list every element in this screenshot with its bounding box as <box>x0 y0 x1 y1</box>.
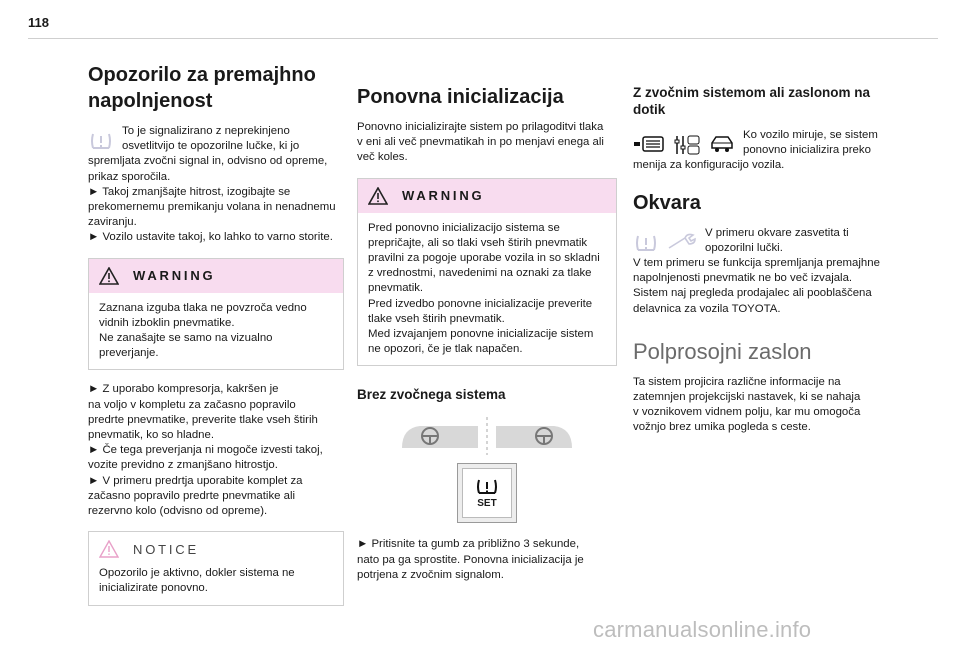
service-warning-icon <box>633 232 659 254</box>
column-1 <box>88 62 344 606</box>
section-title-reinit: Ponovna inicializacija <box>357 86 564 108</box>
steering-wheel-icon <box>400 420 480 452</box>
set-button-label: SET <box>477 498 497 510</box>
divider-dashed <box>480 417 494 455</box>
warning-box-reinit <box>357 178 617 367</box>
intro-text: To je signalizirano z neprekinjeno osvetlitvijo te opozorilne lučke, ki jo spremljata zvočni signal in, odvisno od opreme, prikaz sporočila. <box>88 125 328 183</box>
notice-text: Opozorilo je aktivno, dokler sistema ne inicializirate ponovno. <box>99 567 295 595</box>
section-title-hud: Polprosojni zaslon <box>633 338 812 364</box>
header-divider <box>28 38 938 39</box>
set-button[interactable] <box>457 463 517 523</box>
compressor-steps: ► Z uporabo kompresorja, kakršen je na voljo v kompletu za začasno popravilo predrte pnevmatike, preverite tlake vseh štirih pnevmatik, ko so hladne. ► Če tega preverjanja ni mogoče izvesti takoj, vozite previdno z zmanjšano hitrostjo. ► V primeru predrtja uporabite komplet za začasno popravilo predrte pnevmatike ali rezervno kolo (odvisno od opreme). <box>88 383 323 518</box>
watermark: carmanualsonline.info <box>593 617 812 642</box>
column-3 <box>633 62 895 436</box>
steering-wheel-icon <box>494 420 574 452</box>
warning-label: WARNING <box>402 188 485 204</box>
dashboard-illustration <box>357 417 617 455</box>
notice-label: NOTICE <box>133 541 199 557</box>
fault-block <box>633 226 895 317</box>
car-icon <box>709 134 735 154</box>
vehicle-settings-icon <box>673 134 701 156</box>
warning-text: Zaznana izguba tlaka ne povzroča vedno vidnih izboklin pnevmatike. Ne zanašajte se samo na vizualno preverjanje. <box>99 301 307 360</box>
set-instructions: ► Pritisnite ta gumb za približno 3 sekunde, nato pa ga sprostite. Ponovna inicializacija je potrjena z zvočnim signalom. <box>357 538 584 581</box>
column-2 <box>357 62 617 583</box>
subtitle-no-audio: Brez zvočnega sistema <box>357 387 506 403</box>
warning-text-reinit: Pred ponovno inicializacijo sistema se prepričajte, ali so tlaki vseh štirih pnevmatik pravilni za pogoje uporabe vozila in so skladni z vrednostmi, navedenimi na oznaki za tlake pnevmatik. Pred izvedbo ponovne inicializacije preverite tlake vseh štirih pnevmatik. Med izvajanjem ponovne inicializacije sistem ne opozori, če je tlak napačen. <box>368 221 600 356</box>
action-steps: ► Takoj zmanjšajte hitrost, izogibajte se prekomernemu premikanju volana in nenadnemu zaviranju. ► Vozilo ustavite takoj, ko lahko to varno storite. <box>88 185 336 244</box>
warning-triangle-icon <box>99 267 119 285</box>
tpms-warning-icon <box>474 477 500 497</box>
section-title-underinflation: Opozorilo za premajhno napolnjenost <box>88 64 316 112</box>
hud-text: Ta sistem projicira različne informacije na zatemnjen projekcijski nastavek, ki se nahaja v voznikovem vidnem polju, kar mu omogoča vožnjo brez umika pogleda s ceste. <box>633 375 861 434</box>
reinit-intro: Ponovno inicializirajte sistem po prilagoditvi tlaka v eni ali več pnevmatikah in po menjavi enega ali več koles. <box>357 121 604 164</box>
notice-box <box>88 531 344 605</box>
subtitle-touchscreen: Z zvočnim sistemom ali zaslonom na dotik <box>633 85 871 117</box>
fault-text: V primeru okvare zasvetita ti opozorilni lučki. V tem primeru se funkcija spremljanja premajhne napolnjenosti pnevmatik ne bo več izvajala. Sistem naj pregleda prodajalec ali pooblaščena delavnica za vozila TOYOTA. <box>633 226 880 315</box>
warning-label: WARNING <box>133 268 216 284</box>
touchscreen-text: Ko vozilo miruje, se sistem ponovno inicializira preko menija za konfiguracijo vozila. <box>633 129 878 172</box>
wrench-icon <box>667 232 697 252</box>
section-title-fault: Okvara <box>633 191 701 214</box>
notice-triangle-icon <box>99 540 119 558</box>
warning-box <box>88 258 344 371</box>
intro-block <box>88 124 344 185</box>
tpms-warning-icon <box>88 130 114 152</box>
warning-triangle-icon <box>368 187 388 205</box>
page-number: 118 <box>28 15 49 30</box>
touchscreen-block <box>633 128 895 174</box>
menu-icon <box>633 134 665 154</box>
